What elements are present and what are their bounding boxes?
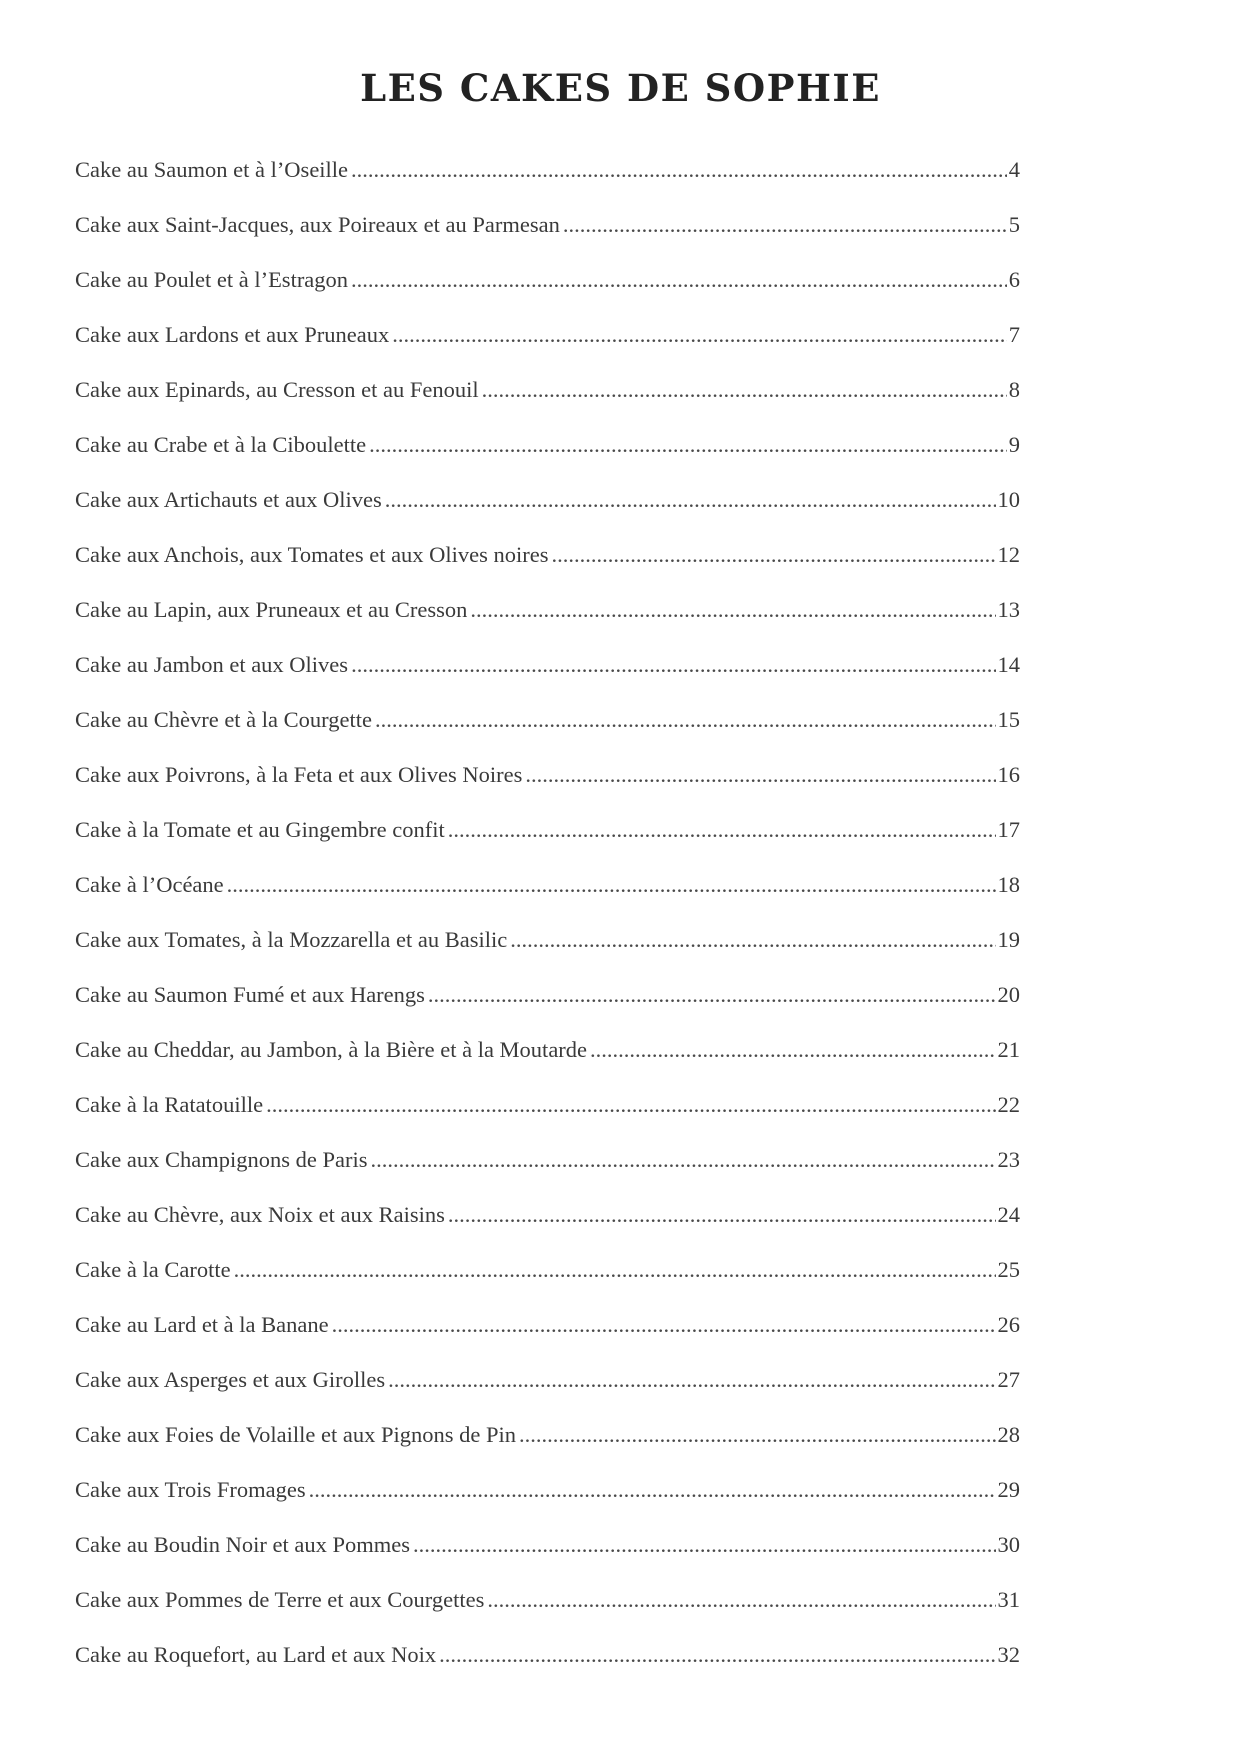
toc-entry-title: Cake aux Epinards, au Cresson et au Fenouil — [75, 377, 479, 402]
toc-entry-title: Cake à la Carotte — [75, 1257, 231, 1282]
toc-dot-leader — [470, 597, 995, 623]
toc-entry-page-number: 31 — [997, 1587, 1020, 1612]
toc-entry-page-number: 4 — [1008, 157, 1020, 182]
toc-entry-title: Cake aux Champignons de Paris — [75, 1147, 368, 1172]
toc-entry-page-number: 15 — [997, 707, 1020, 732]
toc-entry-title: Cake à la Tomate et au Gingembre confit — [75, 817, 445, 842]
toc-dot-leader — [309, 1477, 996, 1503]
toc-entry[interactable] — [75, 377, 1020, 432]
toc-entry[interactable] — [75, 1092, 1020, 1147]
toc-entry-page-number: 18 — [997, 872, 1020, 897]
toc-entry-title: Cake aux Asperges et aux Girolles — [75, 1367, 386, 1392]
toc-entry[interactable] — [75, 597, 1020, 652]
toc-entry-title: Cake au Lard et à la Banane — [75, 1312, 329, 1337]
toc-entry-title: Cake au Saumon Fumé et aux Harengs — [75, 982, 425, 1007]
toc-entry-page-number: 5 — [1008, 212, 1020, 237]
toc-entry[interactable] — [75, 817, 1020, 872]
toc-dot-leader — [392, 322, 1006, 348]
toc-entry-title: Cake au Saumon et à l’Oseille — [75, 157, 349, 182]
toc-dot-leader — [448, 1202, 996, 1228]
toc-entry-title: Cake au Crabe et à la Ciboulette — [75, 432, 367, 457]
toc-entry[interactable] — [75, 762, 1020, 817]
toc-entry-title: Cake au Boudin Noir et aux Pommes — [75, 1532, 410, 1557]
toc-entry-page-number: 12 — [997, 542, 1020, 567]
toc-entry[interactable] — [75, 1477, 1020, 1532]
toc-entry-page-number: 21 — [997, 1037, 1020, 1062]
toc-dot-leader — [370, 1147, 995, 1173]
toc-dot-leader — [439, 1642, 995, 1668]
toc-dot-leader — [448, 817, 996, 843]
toc-entry-title: Cake au Jambon et aux Olives — [75, 652, 349, 677]
toc-entry[interactable] — [75, 707, 1020, 762]
toc-dot-leader — [227, 872, 996, 898]
toc-entry-page-number: 7 — [1008, 322, 1020, 347]
toc-dot-leader — [519, 1422, 995, 1448]
toc-entry-page-number: 32 — [997, 1642, 1020, 1667]
toc-entry-title: Cake au Chèvre, aux Noix et aux Raisins — [75, 1202, 445, 1227]
toc-entry-page-number: 9 — [1008, 432, 1020, 457]
toc-entry-page-number: 30 — [997, 1532, 1020, 1557]
toc-dot-leader — [510, 927, 995, 953]
toc-entry-title: Cake à l’Océane — [75, 872, 224, 897]
toc-entry[interactable] — [75, 1642, 1020, 1697]
toc-entry-page-number: 10 — [997, 487, 1020, 512]
toc-entry-title: Cake aux Poivrons, à la Feta et aux Olives Noires — [75, 762, 523, 787]
document-title: LES CAKES DE SOPHIE — [360, 66, 881, 110]
toc-dot-leader — [482, 377, 1007, 403]
toc-dot-leader — [487, 1587, 995, 1613]
toc-entry-page-number: 27 — [997, 1367, 1020, 1392]
toc-dot-leader — [385, 487, 996, 513]
toc-entry-title: Cake aux Trois Fromages — [75, 1477, 306, 1502]
toc-entry-page-number: 23 — [997, 1147, 1020, 1172]
toc-entry[interactable] — [75, 322, 1020, 377]
toc-entry[interactable] — [75, 542, 1020, 597]
toc-dot-leader — [332, 1312, 996, 1338]
toc-dot-leader — [590, 1037, 995, 1063]
toc-entry-page-number: 26 — [997, 1312, 1020, 1337]
toc-entry-page-number: 25 — [997, 1257, 1020, 1282]
toc-dot-leader — [525, 762, 995, 788]
toc-entry[interactable] — [75, 432, 1020, 487]
toc-entry-page-number: 28 — [997, 1422, 1020, 1447]
toc-entry[interactable] — [75, 1422, 1020, 1477]
toc-entry[interactable] — [75, 927, 1020, 982]
toc-entry-title: Cake aux Foies de Volaille et aux Pignons de Pin — [75, 1422, 517, 1447]
toc-entry-title: Cake au Chèvre et à la Courgette — [75, 707, 372, 732]
toc-entry-page-number: 29 — [997, 1477, 1020, 1502]
toc-entry-title: Cake aux Anchois, aux Tomates et aux Olives noires — [75, 542, 549, 567]
toc-entry-page-number: 16 — [997, 762, 1020, 787]
toc-entry-page-number: 22 — [997, 1092, 1020, 1117]
toc-entry-title: Cake aux Saint-Jacques, aux Poireaux et au Parmesan — [75, 212, 560, 237]
table-of-contents — [75, 157, 1020, 1697]
toc-dot-leader — [388, 1367, 995, 1393]
toc-entry-page-number: 6 — [1008, 267, 1020, 292]
toc-dot-leader — [563, 212, 1007, 238]
toc-entry-title: Cake à la Ratatouille — [75, 1092, 264, 1117]
toc-entry[interactable] — [75, 1367, 1020, 1422]
toc-dot-leader — [552, 542, 996, 568]
toc-dot-leader — [234, 1257, 996, 1283]
toc-entry[interactable] — [75, 267, 1020, 322]
toc-entry[interactable] — [75, 872, 1020, 927]
toc-entry-page-number: 13 — [997, 597, 1020, 622]
toc-dot-leader — [428, 982, 996, 1008]
toc-dot-leader — [351, 267, 1007, 293]
toc-entry-title: Cake aux Lardons et aux Pruneaux — [75, 322, 390, 347]
toc-entry-title: Cake aux Artichauts et aux Olives — [75, 487, 382, 512]
toc-entry[interactable] — [75, 1202, 1020, 1257]
toc-entry[interactable] — [75, 212, 1020, 267]
toc-entry-page-number: 24 — [997, 1202, 1020, 1227]
toc-entry[interactable] — [75, 1312, 1020, 1367]
toc-dot-leader — [351, 652, 995, 678]
toc-entry-page-number: 14 — [997, 652, 1020, 677]
toc-dot-leader — [351, 157, 1007, 183]
toc-entry[interactable] — [75, 1587, 1020, 1642]
toc-entry[interactable] — [75, 1532, 1020, 1587]
toc-entry[interactable] — [75, 652, 1020, 707]
toc-entry-page-number: 17 — [997, 817, 1020, 842]
toc-entry-title: Cake au Roquefort, au Lard et aux Noix — [75, 1642, 437, 1667]
toc-entry-page-number: 19 — [997, 927, 1020, 952]
toc-entry-page-number: 8 — [1008, 377, 1020, 402]
toc-dot-leader — [369, 432, 1007, 458]
toc-entry-title: Cake au Lapin, aux Pruneaux et au Cresson — [75, 597, 468, 622]
toc-entry-page-number: 20 — [997, 982, 1020, 1007]
toc-entry-title: Cake aux Tomates, à la Mozzarella et au Basilic — [75, 927, 508, 952]
toc-dot-leader — [266, 1092, 995, 1118]
toc-dot-leader — [375, 707, 996, 733]
toc-entry-title: Cake au Cheddar, au Jambon, à la Bière et à la Moutarde — [75, 1037, 588, 1062]
toc-entry[interactable] — [75, 1257, 1020, 1312]
toc-entry-title: Cake au Poulet et à l’Estragon — [75, 267, 349, 292]
toc-entry[interactable] — [75, 157, 1020, 212]
toc-entry[interactable] — [75, 1147, 1020, 1202]
toc-entry[interactable] — [75, 487, 1020, 542]
toc-dot-leader — [413, 1532, 996, 1558]
toc-entry[interactable] — [75, 1037, 1020, 1092]
toc-entry-title: Cake aux Pommes de Terre et aux Courgettes — [75, 1587, 485, 1612]
toc-entry[interactable] — [75, 982, 1020, 1037]
